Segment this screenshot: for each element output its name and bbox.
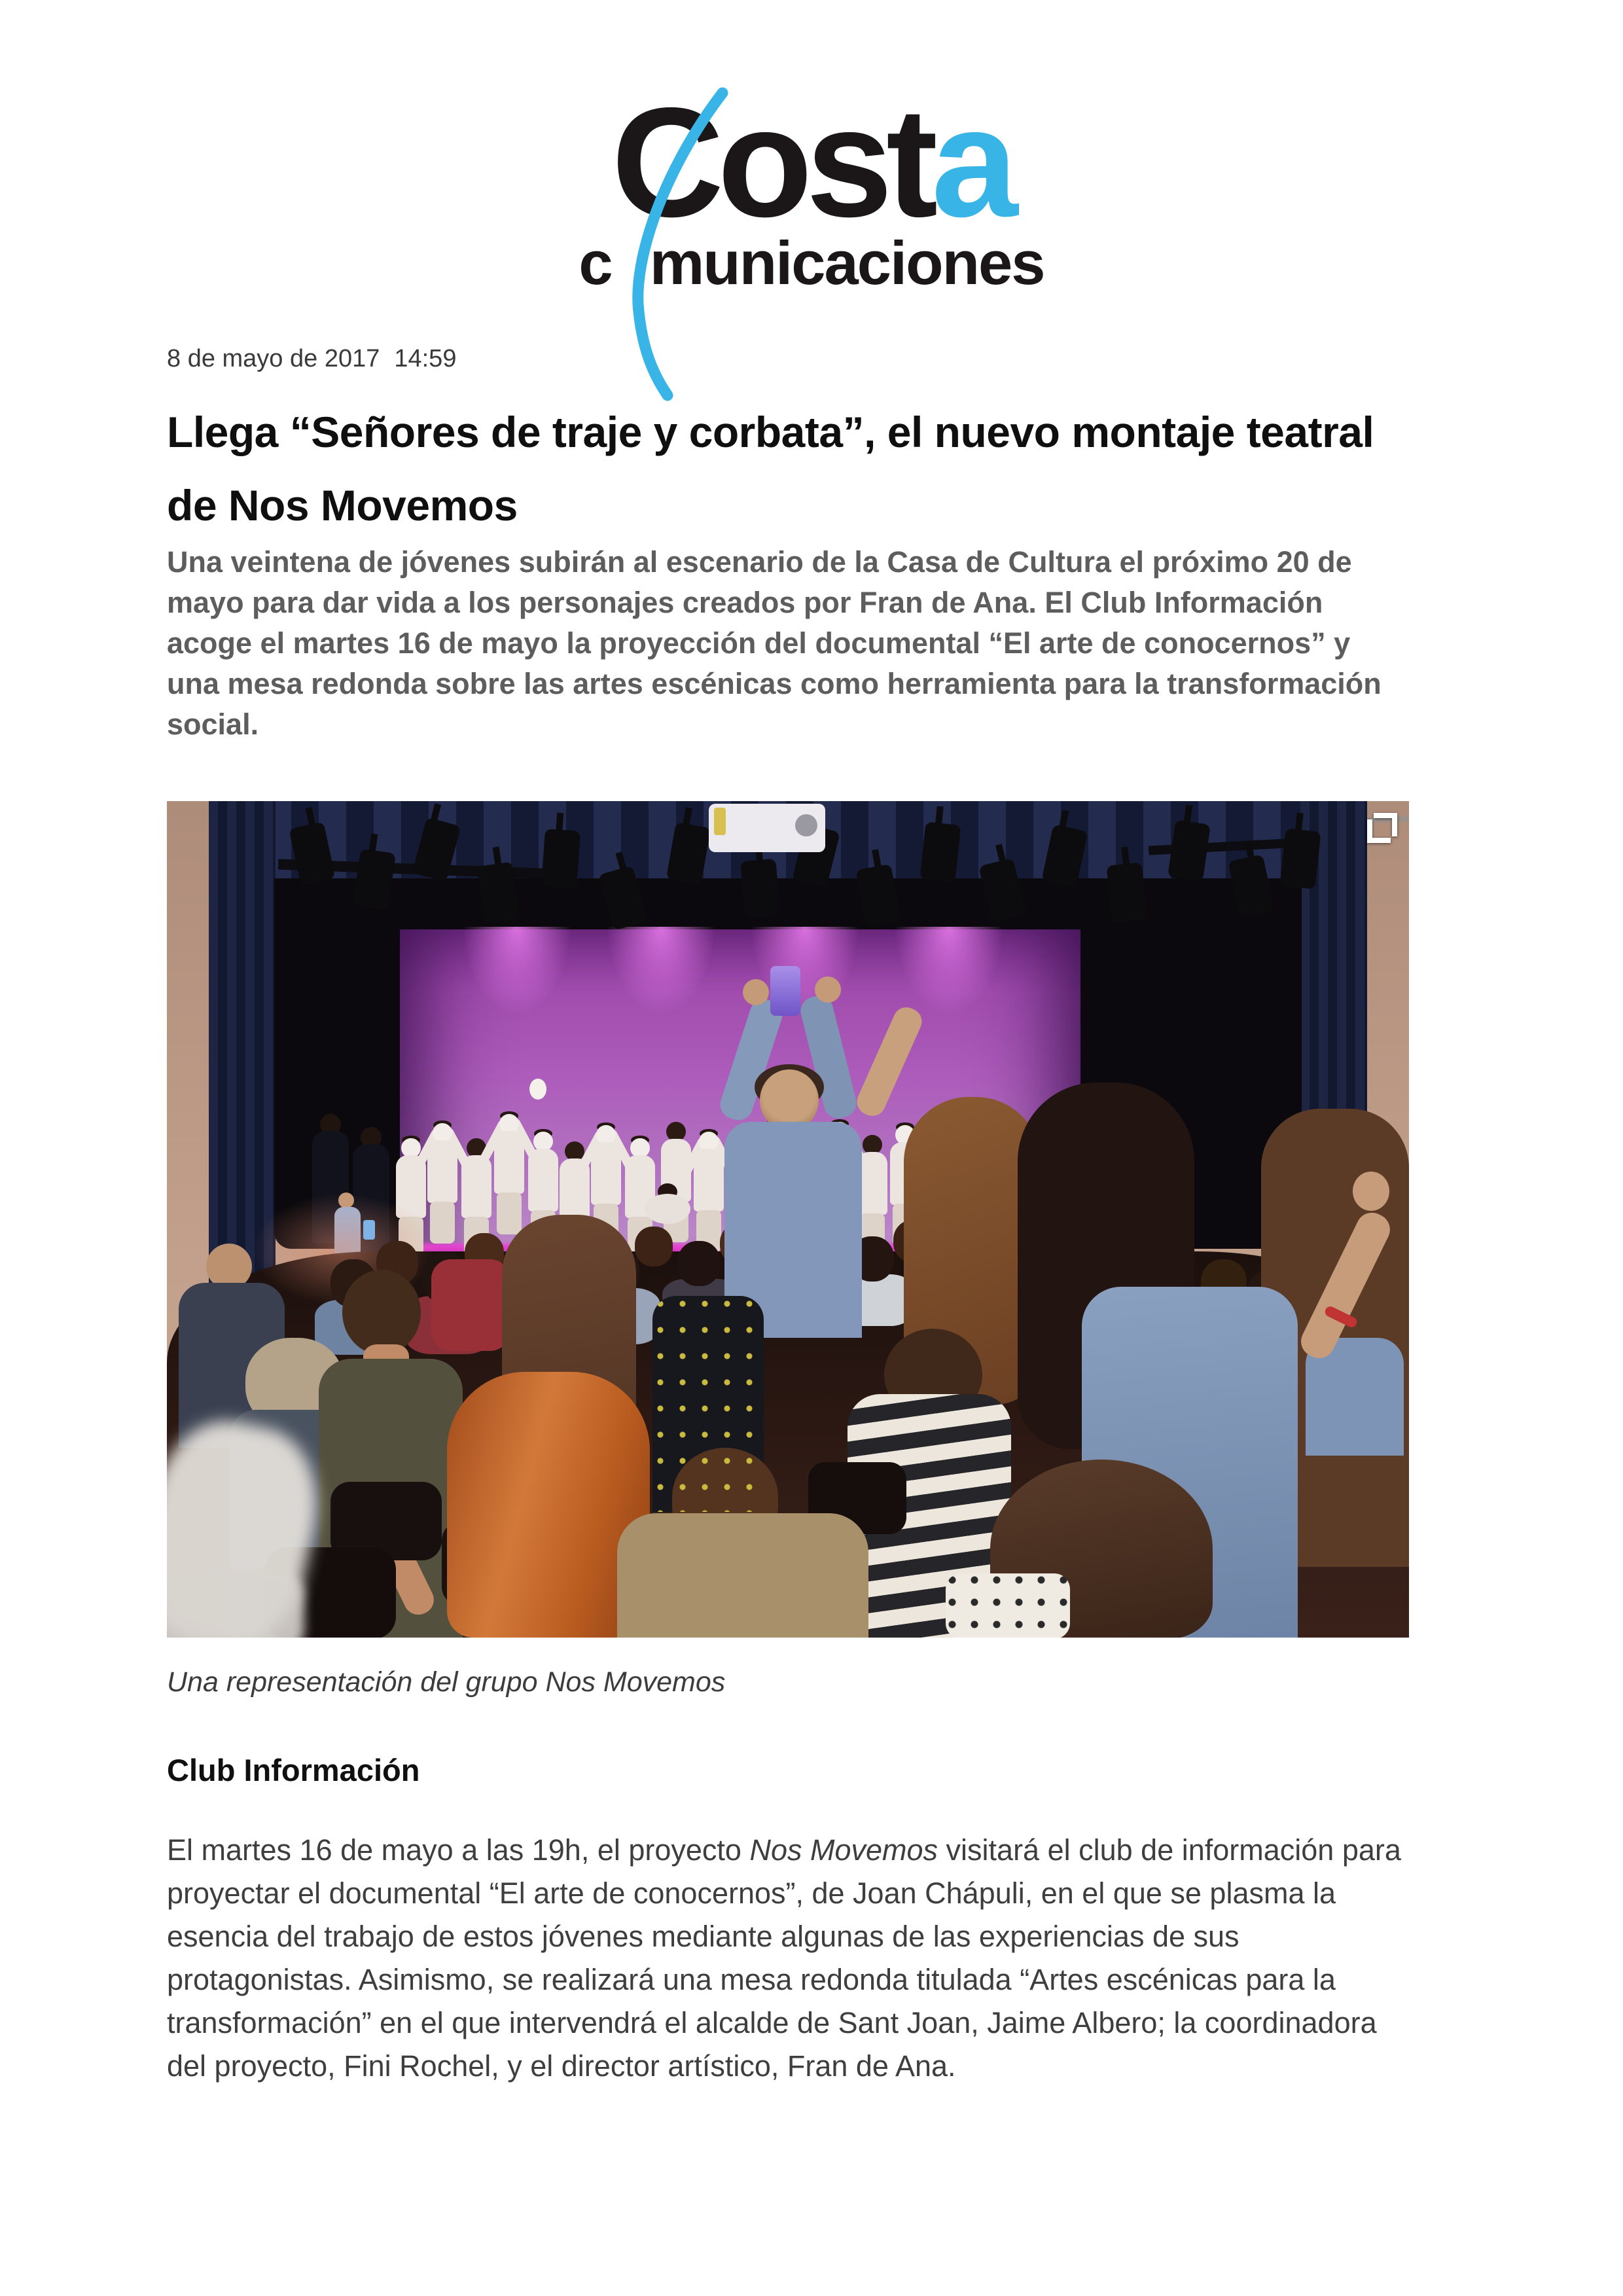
- crowd-figure: [652, 1296, 764, 1512]
- logo-word-comunicaciones: [556, 230, 1067, 296]
- projector: [714, 808, 726, 835]
- crowd-figure: [431, 1259, 510, 1351]
- logo-text-municaciones: municaciones: [649, 228, 1044, 297]
- performer: [529, 1079, 546, 1100]
- stage-light: [740, 859, 780, 919]
- light-beam: [586, 927, 736, 1123]
- body-text: El martes 16 de mayo a las 19h, el proyecto: [167, 1833, 750, 1867]
- expand-button[interactable]: [1367, 813, 1397, 843]
- crowd-figure: [617, 1513, 868, 1638]
- section-heading: Club Información: [167, 1753, 420, 1787]
- performer: [497, 1193, 522, 1234]
- logo-swoosh-gap: [612, 230, 650, 296]
- performer: [694, 1149, 724, 1211]
- crowd-figure: [677, 1241, 721, 1286]
- performer: [461, 1155, 491, 1218]
- crowd-figure: [167, 1567, 304, 1638]
- costa-comunicaciones-logo: [556, 76, 1067, 297]
- body-text: visitará el club de información para proyectar el documental “El arte de conocernos”, de Joan Chápuli, en el que se plasma la esencia del trabajo de estos jóvenes mediante algunas de las experiencias de sus protagonistas. Asimismo, se realizará una mesa redonda titulada “Artes escénicas para la transformación” en el que intervendrá el alcalde de Sant Joan, Jaime Albero; la coordinadora del proyecto, Fini Rochel, y el director artístico, Fran de Ana.: [167, 1833, 1401, 2083]
- article-body: [167, 1829, 1409, 2088]
- logo-text-c: c: [579, 228, 612, 297]
- performer: [494, 1131, 524, 1194]
- performer: [528, 1149, 558, 1211]
- photo-caption: Una representación del grupo Nos Movemos: [167, 1666, 726, 1698]
- logo-text-cost: Cost: [611, 76, 932, 249]
- expand-icon: [1367, 819, 1391, 843]
- crowd-figure: [946, 1573, 1070, 1638]
- stage-light: [1107, 862, 1148, 923]
- phone: [770, 966, 800, 1016]
- crowd-figure: [342, 1270, 421, 1355]
- article-lede: Una veintena de jóvenes subirán al escenario de la Casa de Cultura el próximo 20 de mayo para dar vida a los personajes creados por Fran de Ana. El Club Información acoge el martes 16 de mayo la proyección del documental “El arte de conocernos” y una mesa redonda sobre las artes escénicas como herramienta para la transformación social.: [167, 545, 1382, 741]
- date-text: 8 de mayo de 2017: [167, 345, 380, 372]
- logo-text-a: a: [931, 76, 1012, 249]
- article-photo: [167, 801, 1409, 1638]
- light-beam: [442, 927, 592, 1123]
- stage-light: [1280, 828, 1321, 889]
- time-text: 14:59: [394, 345, 457, 372]
- logo-word-costa: [556, 76, 1067, 249]
- crowd-figure: [815, 977, 841, 1003]
- crowd-figure: [635, 1227, 673, 1266]
- article-date: [167, 346, 1409, 372]
- stage-light: [541, 829, 580, 889]
- performer: [645, 1194, 690, 1224]
- phone: [363, 1220, 375, 1240]
- performer: [591, 1142, 621, 1205]
- crowd-figure: [743, 979, 769, 1005]
- projector: [795, 814, 817, 836]
- stage-light: [920, 821, 961, 882]
- crowd-figure: [1353, 1172, 1389, 1211]
- article-headline: Llega “Señores de traje y corbata”, el nuevo montaje teatral de Nos Movemos: [167, 408, 1374, 529]
- body-text-italic: Nos Movemos: [749, 1833, 938, 1867]
